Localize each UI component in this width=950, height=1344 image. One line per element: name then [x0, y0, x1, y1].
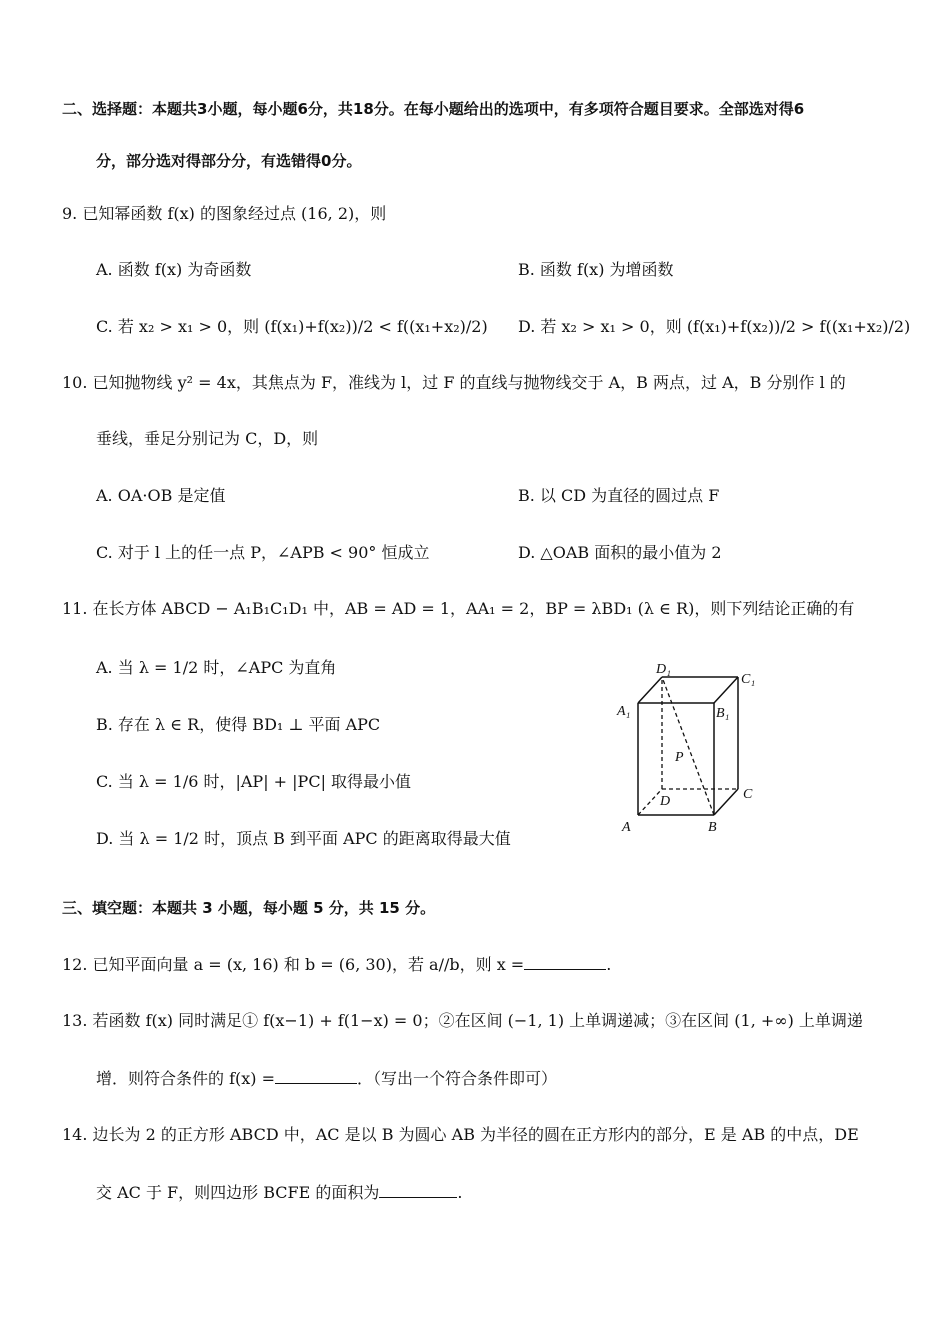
section-3-header: 三、填空题：本题共 3 小题，每小题 5 分，共 15 分。: [62, 899, 436, 917]
q11-option-c: C. 当 λ = 1/6 时，|AP| + |PC| 取得最小值: [96, 772, 412, 791]
q12-end: .: [606, 955, 612, 974]
label-a: A: [622, 820, 631, 835]
q14-line2: [96, 1181, 463, 1204]
q9-option-a: A. 函数 f(x) 为奇函数: [96, 260, 252, 279]
q14-end: .: [457, 1183, 463, 1202]
hidden-edge-a-d: [638, 789, 662, 815]
q13-answer-blank[interactable]: [275, 1067, 357, 1084]
q14-line1: 14. 边长为 2 的正方形 ABCD 中，AC 是以 B 为圆心 AB 为半径的圆在正方形内的部分，E 是 AB 的中点，DE: [62, 1125, 859, 1144]
q12-answer-blank[interactable]: [524, 953, 606, 970]
q11-option-d: D. 当 λ = 1/2 时，顶点 B 到平面 APC 的距离取得最大值: [96, 829, 511, 848]
edge-a1-d1: [638, 677, 662, 703]
section-2-header-line1: 二、选择题：本题共3小题，每小题6分，共18分。在每小题给出的选项中，有多项符合题目要求。全部选对得6: [62, 100, 805, 118]
label-c: C: [743, 787, 753, 802]
q9-stem: 9. 已知幂函数 f(x) 的图象经过点 (16, 2)，则: [62, 204, 387, 223]
q11-stem: 11. 在长方体 ABCD − A₁B₁C₁D₁ 中，AB = AD = 1，AA₁ = 2，BP = λBD₁ (λ ∈ R)，则下列结论正确的有: [62, 599, 855, 618]
q10-option-b: B. 以 CD 为直径的圆过点 F: [518, 486, 720, 505]
q10-option-d: D. △OAB 面积的最小值为 2: [518, 543, 722, 562]
label-c1: C₁: [741, 672, 756, 687]
q12-text: 12. 已知平面向量 a = (x, 16) 和 b = (6, 30)，若 a//b，则 x =: [62, 955, 525, 974]
q11-option-b: B. 存在 λ ∈ R，使得 BD₁ ⊥ 平面 APC: [96, 715, 381, 734]
label-b1: B₁: [716, 706, 730, 721]
q13-line1: 13. 若函数 f(x) 同时满足① f(x−1) + f(1−x) = 0；②在区间 (−1, 1) 上单调递减；③在区间 (1, +∞) 上单调递: [62, 1011, 863, 1030]
edge-b1-c1: [714, 677, 738, 703]
q13-line2-tail: ．（写出一个符合条件即可）: [357, 1069, 558, 1088]
q10-stem-line1: 10. 已知抛物线 y² = 4x，其焦点为 F，准线为 l，过 F 的直线与抛物线交于 A，B 两点，过 A，B 分别作 l 的: [62, 373, 846, 392]
q10-stem-line2: 垂线，垂足分别记为 C，D，则: [96, 429, 319, 448]
q13-line2: [96, 1067, 557, 1090]
cuboid-figure: [600, 655, 775, 840]
q14-line2-text: 交 AC 于 F，则四边形 BCFE 的面积为: [96, 1183, 380, 1202]
q14-answer-blank[interactable]: [379, 1181, 457, 1198]
label-a1: A₁: [617, 704, 631, 719]
section-2-header-line2: 分，部分选对得部分分，有选错得0分。: [96, 152, 362, 170]
label-d1: D₁: [656, 662, 671, 677]
q9-option-d: D. 若 x₂ > x₁ > 0，则 (f(x₁)+f(x₂))/2 > f((x₁+x₂)/2): [518, 317, 911, 336]
q10-option-c: C. 对于 l 上的任一点 P，∠APB < 90° 恒成立: [96, 543, 430, 562]
q10-option-a: A. OA·OB 是定值: [96, 486, 226, 505]
q9-option-c: C. 若 x₂ > x₁ > 0，则 (f(x₁)+f(x₂))/2 < f((x₁+x₂)/2): [96, 317, 488, 336]
edge-b-c: [714, 789, 738, 815]
q11-option-a: A. 当 λ = 1/2 时，∠APC 为直角: [96, 658, 337, 677]
q9-option-b: B. 函数 f(x) 为增函数: [518, 260, 674, 279]
q12: [62, 953, 611, 976]
q13-line2-text: 增．则符合条件的 f(x) =: [96, 1069, 276, 1088]
label-p: P: [675, 750, 684, 765]
label-b: B: [708, 820, 717, 835]
label-d: D: [660, 794, 671, 809]
